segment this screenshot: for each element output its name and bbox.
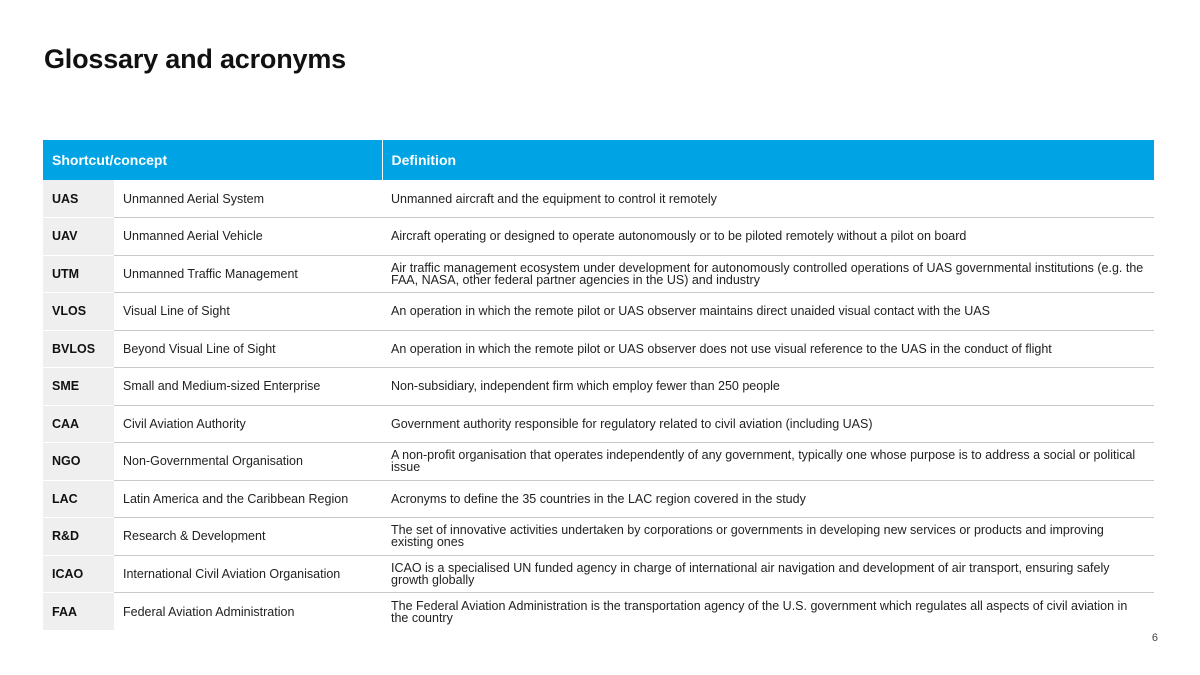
page-number: 6 bbox=[1151, 632, 1158, 644]
row-abbreviation: VLOS bbox=[43, 293, 114, 331]
row-term: Federal Aviation Administration bbox=[123, 604, 295, 619]
row-definition: Air traffic management ecosystem under development for autonomously controlled operations of UAS governmental institutions (e.g. the FAA, NASA, other federal partner agencies in the US) and industry bbox=[382, 255, 1154, 293]
row-term: Unmanned Aerial Vehicle bbox=[114, 218, 382, 256]
row-definition: The set of innovative activities undertaken by corporations or governments in developing new services or products and improving existing ones bbox=[382, 518, 1154, 556]
row-abbreviation: NGO bbox=[43, 443, 114, 481]
table-row bbox=[43, 518, 1154, 556]
table-row bbox=[43, 480, 1154, 518]
row-definition: Government authority responsible for regulatory related to civil aviation (including UAS) bbox=[382, 405, 1154, 443]
row-definition: The Federal Aviation Administration is the transportation agency of the U.S. government which regulates all aspects of civil aviation in the country bbox=[391, 598, 1128, 625]
row-definition: ICAO is a specialised UN funded agency in charge of international air navigation and development of air transport, ensuring safely growth globally bbox=[382, 555, 1154, 593]
row-abbreviation: LAC bbox=[43, 480, 114, 518]
row-definition: An operation in which the remote pilot or UAS observer maintains direct unaided visual contact with the UAS bbox=[382, 293, 1154, 331]
row-term: Research & Development bbox=[114, 518, 382, 556]
row-definition: Unmanned aircraft and the equipment to control it remotely bbox=[382, 180, 1154, 218]
row-abbreviation: UTM bbox=[43, 255, 114, 293]
row-term: International Civil Aviation Organisation bbox=[114, 555, 382, 593]
row-definition: Aircraft operating or designed to operate autonomously or to be piloted remotely without a pilot on board bbox=[382, 218, 1154, 256]
row-definition: Acronyms to define the 35 countries in the LAC region covered in the study bbox=[382, 480, 1154, 518]
table-row bbox=[43, 330, 1154, 368]
row-term: Unmanned Traffic Management bbox=[114, 255, 382, 293]
row-definition: Non-subsidiary, independent firm which employ fewer than 250 people bbox=[382, 368, 1154, 406]
table-row bbox=[43, 293, 1154, 331]
row-definition: A non-profit organisation that operates independently of any government, typically one whose purpose is to address a social or political issue bbox=[382, 443, 1154, 481]
row-abbreviation: BVLOS bbox=[43, 330, 114, 368]
row-term: Latin America and the Caribbean Region bbox=[114, 480, 382, 518]
row-term: Small and Medium-sized Enterprise bbox=[114, 368, 382, 406]
table-row bbox=[43, 218, 1154, 256]
glossary-table bbox=[43, 140, 1154, 630]
table-row bbox=[43, 555, 1154, 593]
header-shortcut-concept: Shortcut/concept bbox=[43, 140, 382, 180]
table-row bbox=[43, 405, 1154, 443]
page-title: Glossary and acronyms bbox=[44, 44, 346, 74]
table-body bbox=[43, 180, 1154, 630]
table-row bbox=[43, 255, 1154, 293]
row-abbreviation: ICAO bbox=[43, 555, 114, 593]
table-row bbox=[43, 368, 1154, 406]
row-term: Non-Governmental Organisation bbox=[114, 443, 382, 481]
row-abbreviation: SME bbox=[43, 368, 114, 406]
table-row bbox=[43, 443, 1154, 481]
header-definition: Definition bbox=[382, 140, 1154, 180]
row-abbreviation: FAA bbox=[43, 593, 114, 631]
row-abbreviation: UAV bbox=[43, 218, 114, 256]
row-term: Visual Line of Sight bbox=[114, 293, 382, 331]
row-abbreviation: R&D bbox=[43, 518, 114, 556]
table-row bbox=[43, 180, 1154, 218]
table-row bbox=[43, 593, 1154, 631]
header-row bbox=[43, 140, 1154, 180]
table-header bbox=[43, 140, 1154, 180]
row-definition: An operation in which the remote pilot or UAS observer does not use visual reference to the UAS in the conduct of flight bbox=[382, 330, 1154, 368]
row-term: Beyond Visual Line of Sight bbox=[114, 330, 382, 368]
row-term: Civil Aviation Authority bbox=[114, 405, 382, 443]
row-abbreviation: UAS bbox=[43, 180, 114, 218]
row-term: Unmanned Aerial System bbox=[114, 180, 382, 218]
row-abbreviation: CAA bbox=[43, 405, 114, 443]
